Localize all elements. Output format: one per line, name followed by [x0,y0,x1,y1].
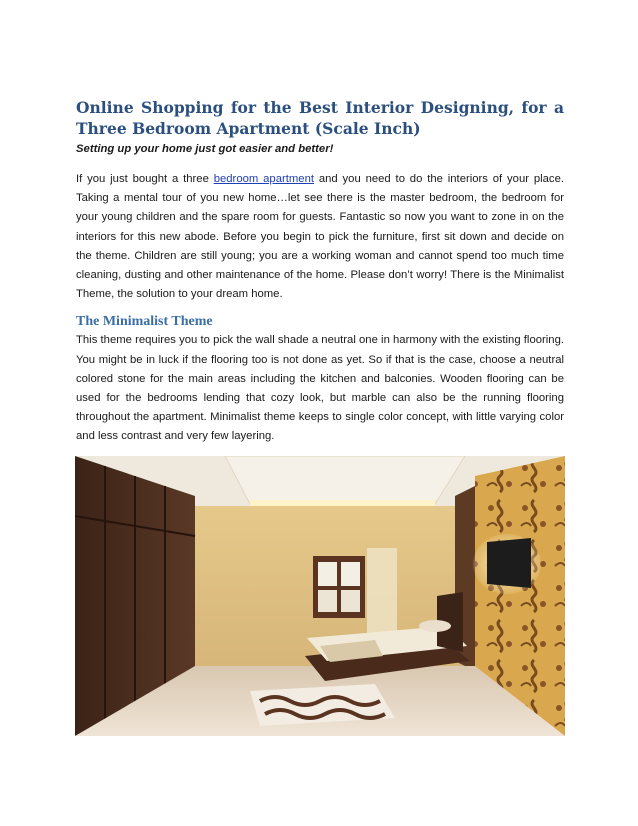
intro-paragraph [76,170,564,304]
television [487,538,531,588]
intro-text-before-link: If you just bought a three [76,173,214,185]
bedroom-apartment-link[interactable]: bedroom apartment [213,173,314,185]
article-body [76,97,564,474]
minimalist-theme-paragraph: This theme requires you to pick the wall shade a neutral one in harmony with the existing flooring. You might be in luck if the flooring too is not done as yet. So if that is the case, choose a neutral colored stone for the main areas including the kitchen and balconies. Wooden flooring can be used for the bedrooms lending that cozy look, but marble can also be the running flooring throughout the apartment. Minimalist theme keeps to single color concept, with little varying color and less contrast and very few layering. [76,334,564,443]
master-bedroom-photo [75,456,565,736]
intro-text-after-link: and you need to do the interiors of your place. Taking a mental tour of you new home…let see there is the master bedroom, the bedroom for your young children and the spare room for guests. Fantastic so now you want to zone in on the interiors for this new abode. Before you begin to pick the furniture, first sit down and decide on the theme. Children are still young; you are a working woman and cannot spend too much time cleaning, dusting and other maintenance of the home. Please don’t worry! There is the Minimalist Theme, the solution to your dream home. [76,173,564,301]
page-title: Online Shopping for the Best Interior Designing, for a Three Bedroom Apartment (Scale Inch) [76,98,564,138]
window-glass-bottom-left [318,590,337,612]
window-glass-left [318,562,337,586]
false-ceiling [225,456,465,504]
minimalist-theme-heading: The Minimalist Theme [76,314,213,330]
pillow [419,620,451,632]
subtitle: Setting up your home just got easier and better! [76,143,334,155]
window-glass-bottom-right [341,590,360,612]
cove-light [250,500,435,506]
curtain [367,548,397,638]
window-glass-right [341,562,360,586]
